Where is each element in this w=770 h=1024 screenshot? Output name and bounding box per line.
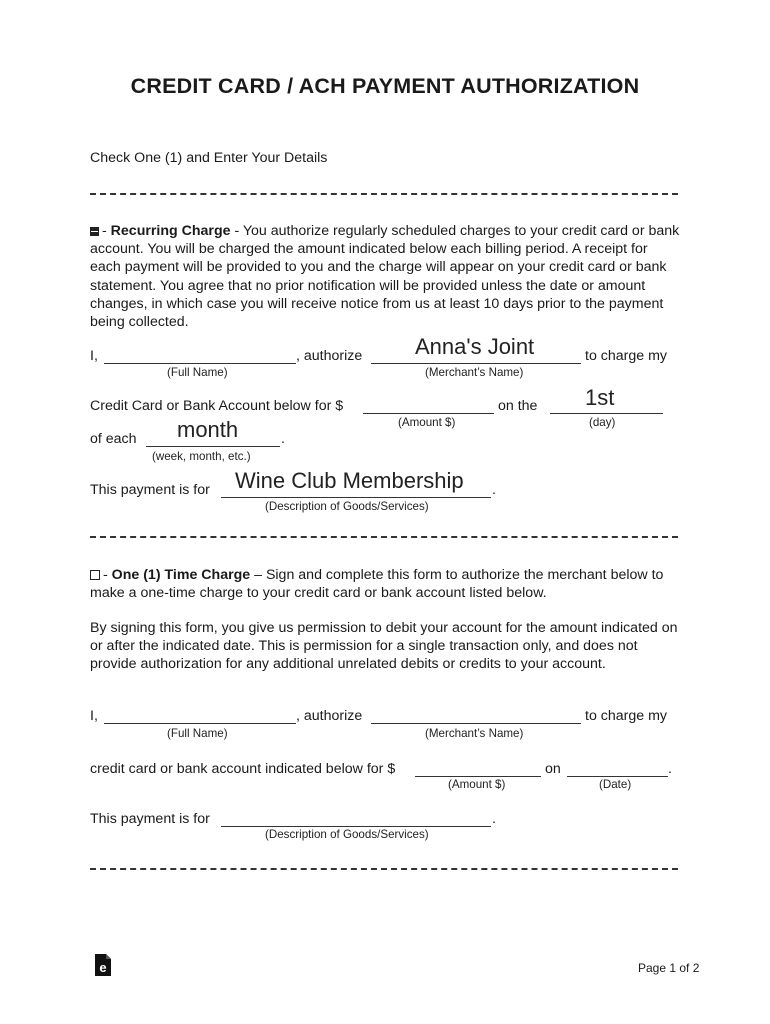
recurring-description-value: Wine Club Membership: [235, 468, 464, 493]
recurring-period-field[interactable]: [146, 446, 280, 447]
recurring-charge-label: Recurring Charge: [110, 223, 231, 239]
one-time-charge-paragraph: - One (1) Time Charge – Sign and complete this form to authorize the merchant below to make a one-time charge to your credit card or bank account listed below.: [90, 567, 664, 602]
one-time-description-field[interactable]: [221, 826, 491, 827]
recurring-day-value: 1st: [585, 385, 615, 410]
recurring-description-caption: (Description of Goods/Services): [265, 500, 429, 513]
recurring-merchant-field[interactable]: [371, 363, 581, 364]
recurring-period-caption: (week, month, etc.): [152, 450, 251, 463]
one-time-payment-for-text: This payment is for: [90, 811, 210, 827]
recurring-account-text: Credit Card or Bank Account below for $: [90, 398, 344, 414]
recurring-full-name-field[interactable]: [104, 363, 296, 364]
one-time-merchant-field[interactable]: [371, 723, 581, 724]
one-time-to-charge-text: to charge my: [585, 708, 668, 724]
recurring-period-value: month: [177, 417, 239, 442]
one-time-charge-label: One (1) Time Charge: [111, 567, 251, 583]
recurring-period-end: .: [281, 431, 285, 447]
recurring-authorize-text: , authorize: [296, 348, 363, 364]
recurring-i-prefix: I,: [90, 348, 98, 364]
one-time-amount-caption: (Amount $): [448, 778, 506, 791]
one-time-date-caption: (Date): [599, 778, 632, 791]
document-title: CREDIT CARD / ACH PAYMENT AUTHORIZATION: [130, 74, 640, 98]
one-time-line-end: .: [668, 761, 672, 777]
one-time-date-field[interactable]: [567, 776, 668, 777]
one-time-description-caption: (Description of Goods/Services): [265, 828, 429, 841]
recurring-day-field[interactable]: [550, 413, 663, 414]
one-time-account-text: credit card or bank account indicated below for $: [90, 761, 396, 777]
recurring-amount-field[interactable]: [363, 413, 494, 414]
eforms-logo-icon: [93, 953, 113, 977]
one-time-full-name-field[interactable]: [104, 723, 296, 724]
recurring-on-the-text: on the: [498, 398, 538, 414]
recurring-to-charge-text: to charge my: [585, 348, 668, 364]
recurring-payment-end: .: [492, 482, 496, 498]
section-divider-top: [90, 193, 678, 195]
recurring-full-name-caption: (Full Name): [167, 366, 228, 379]
recurring-charge-checkbox[interactable]: [90, 227, 99, 236]
one-time-full-name-caption: (Full Name): [167, 727, 228, 740]
instruction-text: Check One (1) and Enter Your Details: [90, 150, 328, 166]
recurring-description-field[interactable]: [221, 497, 491, 498]
recurring-payment-for-text: This payment is for: [90, 482, 210, 498]
recurring-amount-caption: (Amount $): [398, 416, 456, 429]
one-time-charge-checkbox[interactable]: [90, 570, 100, 580]
section-divider-bottom: [90, 868, 678, 870]
section-divider-middle: [90, 536, 678, 538]
recurring-merchant-value: Anna's Joint: [415, 334, 535, 359]
page-number: Page 1 of 2: [638, 961, 700, 975]
one-time-authorize-text: , authorize: [296, 708, 363, 724]
recurring-charge-paragraph: - Recurring Charge - You authorize regularly scheduled charges to your credit card or bank account. You will be charged the amount indicated below each billing period. A receipt for each payment will be provided to you and the charge will appear on your credit card or bank statement. You agree that no prior notification will be provided unless the date or amount changes, in which case you will receive notice from us at least 10 days prior to the payment being collected.: [90, 223, 680, 331]
one-time-charge-description: – Sign and complete this form to authorize the merchant below to make a one-time charge to your credit card or bank account listed below.: [90, 567, 664, 602]
svg-text:e: e: [99, 960, 107, 975]
permission-paragraph: By signing this form, you give us permission to debit your account for the amount indicated on or after the indicated date. This is permission for a single transaction only, and does not provide authorization for any additional unrelated debits or credits to your account.: [90, 620, 678, 673]
one-time-i-prefix: I,: [90, 708, 98, 724]
one-time-on-text: on: [545, 761, 561, 777]
one-time-payment-end: .: [492, 811, 496, 827]
recurring-merchant-caption: (Merchant’s Name): [425, 366, 524, 379]
recurring-of-each-text: of each: [90, 431, 137, 447]
one-time-amount-field[interactable]: [415, 776, 541, 777]
recurring-charge-description: - You authorize regularly scheduled charges to your credit card or bank account. You will be charged the amount indicated below each billing period. A receipt for each payment will be provided to you and the charge will appear on your credit card or bank statement. You agree that no prior notification will be provided unless the date or amount changes, in which case you will receive notice from us at least 10 days prior to the payment being collected.: [90, 223, 680, 331]
one-time-merchant-caption: (Merchant’s Name): [425, 727, 524, 740]
recurring-day-caption: (day): [589, 416, 616, 429]
